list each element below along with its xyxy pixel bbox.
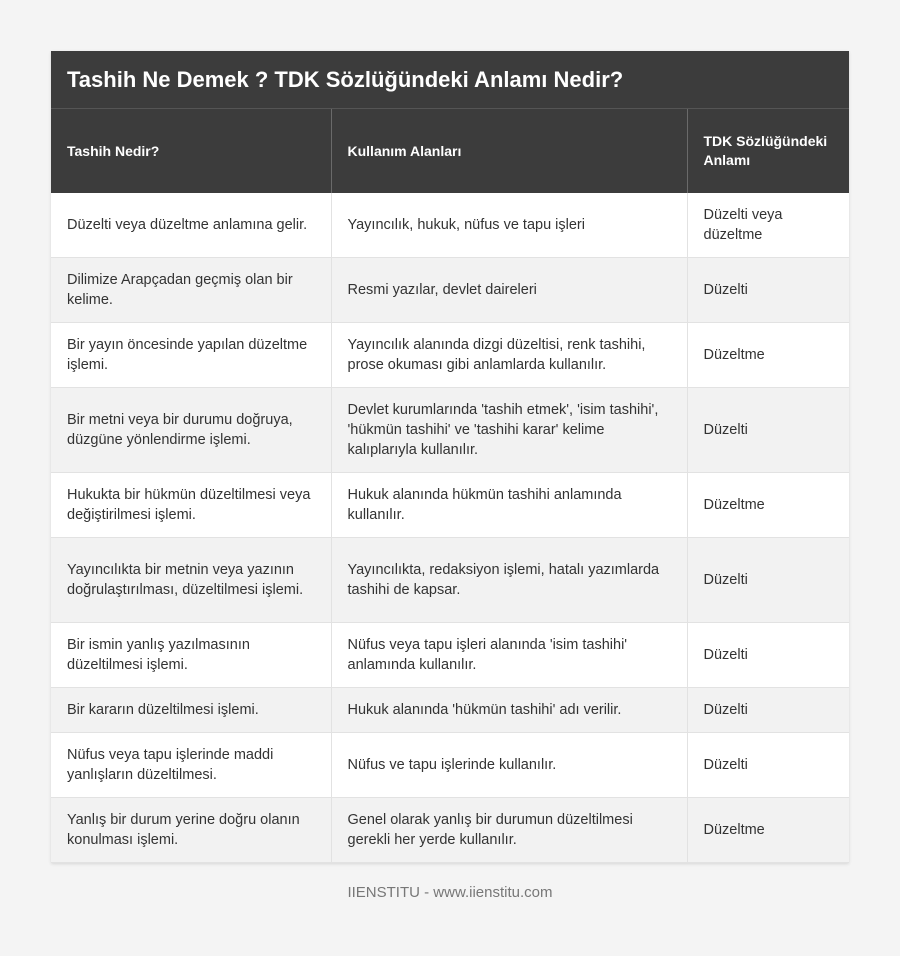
table-cell: Bir metni veya bir durumu doğruya, düzgüne yönlendirme işlemi. <box>51 388 331 473</box>
table-cell: Düzelti <box>687 538 849 623</box>
table-cell: Bir yayın öncesinde yapılan düzeltme işlemi. <box>51 323 331 388</box>
table-cell: Devlet kurumlarında 'tashih etmek', 'isim tashihi', 'hükmün tashihi' ve 'tashihi karar' kelime kalıplarıyla kullanılır. <box>331 388 687 473</box>
table-row <box>51 258 849 323</box>
table-cell: Düzelti <box>687 258 849 323</box>
table-cell: Bir ismin yanlış yazılmasının düzeltilmesi işlemi. <box>51 623 331 688</box>
table-cell: Hukuk alanında 'hükmün tashihi' adı verilir. <box>331 688 687 733</box>
column-header-tashih: Tashih Nedir? <box>51 109 331 193</box>
table-row <box>51 473 849 538</box>
table-cell: Yayıncılık, hukuk, nüfus ve tapu işleri <box>331 193 687 258</box>
table-row <box>51 193 849 258</box>
table-cell: Nüfus veya tapu işleri alanında 'isim tashihi' anlamında kullanılır. <box>331 623 687 688</box>
page-title: Tashih Ne Demek ? TDK Sözlüğündeki Anlamı Nedir? <box>51 51 849 109</box>
column-header-tdk: TDK Sözlüğündeki Anlamı <box>687 109 849 193</box>
table-cell: Nüfus veya tapu işlerinde maddi yanlışların düzeltilmesi. <box>51 733 331 798</box>
table-cell: Düzelti <box>687 733 849 798</box>
table-cell: Düzelti <box>687 623 849 688</box>
table-cell: Düzeltme <box>687 473 849 538</box>
table-row <box>51 323 849 388</box>
table-cell: Dilimize Arapçadan geçmiş olan bir kelime. <box>51 258 331 323</box>
table-cell: Düzelti veya düzeltme anlamına gelir. <box>51 193 331 258</box>
table-cell: Yanlış bir durum yerine doğru olanın konulması işlemi. <box>51 798 331 863</box>
table-cell: Düzelti veya düzeltme <box>687 193 849 258</box>
table-row <box>51 798 849 863</box>
table-row <box>51 688 849 733</box>
table-cell: Resmi yazılar, devlet daireleri <box>331 258 687 323</box>
table-cell: Düzelti <box>687 388 849 473</box>
table-cell: Yayıncılıkta, redaksiyon işlemi, hatalı yazımlarda tashihi de kapsar. <box>331 538 687 623</box>
header-row <box>51 109 849 193</box>
table-row <box>51 538 849 623</box>
table-card <box>51 51 849 863</box>
footer-credit: IIENSTITU - www.iienstitu.com <box>347 884 553 901</box>
data-table <box>51 109 849 863</box>
table-cell: Düzeltme <box>687 323 849 388</box>
table-cell: Yayıncılıkta bir metnin veya yazının doğrulaştırılması, düzeltilmesi işlemi. <box>51 538 331 623</box>
column-header-kullanim: Kullanım Alanları <box>331 109 687 193</box>
table-cell: Yayıncılık alanında dizgi düzeltisi, renk tashihi, prose okuması gibi anlamlarda kullanılır. <box>331 323 687 388</box>
table-row <box>51 388 849 473</box>
table-cell: Genel olarak yanlış bir durumun düzeltilmesi gerekli her yerde kullanılır. <box>331 798 687 863</box>
table-cell: Hukukta bir hükmün düzeltilmesi veya değiştirilmesi işlemi. <box>51 473 331 538</box>
table-row <box>51 623 849 688</box>
table-row <box>51 733 849 798</box>
table-cell: Hukuk alanında hükmün tashihi anlamında kullanılır. <box>331 473 687 538</box>
table-cell: Düzelti <box>687 688 849 733</box>
table-cell: Nüfus ve tapu işlerinde kullanılır. <box>331 733 687 798</box>
table-cell: Bir kararın düzeltilmesi işlemi. <box>51 688 331 733</box>
table-cell: Düzeltme <box>687 798 849 863</box>
